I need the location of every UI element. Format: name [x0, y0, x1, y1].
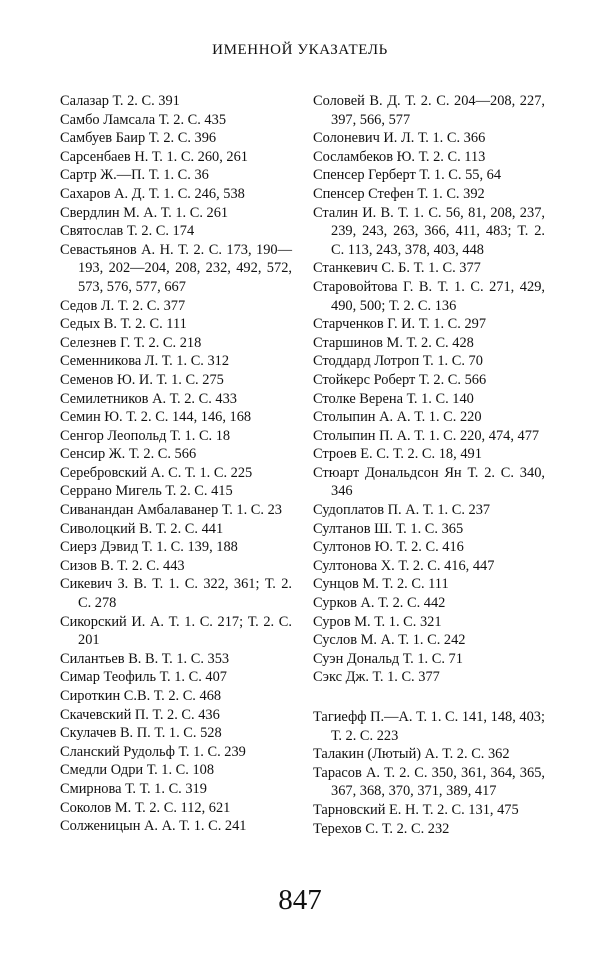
index-entry: Селезнев Г. Т. 2. С. 218: [60, 334, 202, 351]
index-entry: Смирнова Т. Т. 1. С. 319: [60, 780, 207, 797]
index-entry: Сироткин С.В. Т. 2. С. 468: [60, 688, 222, 704]
index-entry: Серебровский А. С. Т. 1. С. 225: [60, 464, 253, 481]
index-entry: Сланский Рудольф Т. 1. С. 239: [60, 743, 246, 760]
index-entry: Скачевский П. Т. 2. С. 436: [60, 706, 220, 723]
index-entry: Старченков Г. И. Т. 1. С. 297: [313, 316, 487, 333]
page-number: 847: [278, 884, 322, 916]
index-entry: Сахаров А. Д. Т. 1. С. 246, 538: [60, 185, 245, 202]
index-entry: Стюарт Дональдсон Ян Т. 2. С. 340, 346: [313, 464, 545, 500]
index-entry: Соколов М. Т. 2. С. 112, 621: [60, 799, 231, 816]
index-entry: Самбуев Баир Т. 2. С. 396: [60, 130, 217, 147]
index-entry: Смедли Одри Т. 1. С. 108: [60, 762, 215, 779]
index-entry: Султонов Ю. Т. 2. С. 416: [313, 539, 464, 556]
index-entry: Семилетников А. Т. 2. С. 433: [60, 390, 237, 407]
index-entry: Сизов В. Т. 2. С. 443: [60, 557, 185, 574]
index-entry: Сенсир Ж. Т. 2. С. 566: [60, 446, 197, 463]
index-entry: Севастьянов А. Н. Т. 2. С. 173, 190—193, 202—204, 208, 232, 492, 572, 573, 576, 577, 667: [60, 241, 292, 295]
index-entry: Спенсер Герберт Т. 1. С. 55, 64: [313, 167, 502, 184]
index-entry: Солженицын А. А. Т. 1. С. 241: [60, 818, 247, 835]
index-entry: Семенникова Л. Т. 1. С. 312: [60, 353, 230, 370]
index-entry: Симар Теофиль Т. 1. С. 407: [60, 669, 227, 686]
index-entry: Сиванандан Амбалаванер Т. 1. С. 23: [60, 502, 282, 519]
running-head: ИМЕННОЙ УКАЗАТЕЛЬ: [212, 42, 388, 58]
index-entry: Сенгор Леопольд Т. 1. С. 18: [60, 427, 231, 444]
index-entry: Тарновский Е. Н. Т. 2. С. 131, 475: [313, 801, 519, 818]
index-column-right: [313, 92, 545, 838]
index-entry: Сэкс Дж. Т. 1. С. 377: [313, 669, 440, 686]
index-entry: Святослав Т. 2. С. 174: [60, 223, 195, 240]
index-entry: Суслов М. А. Т. 1. С. 242: [313, 632, 466, 649]
index-entry: Серрано Мигель Т. 2. С. 415: [60, 483, 233, 500]
index-entry: Соловей В. Д. Т. 2. С. 204—208, 227, 397, 566, 577: [313, 93, 545, 128]
index-entry: Суэн Дональд Т. 1. С. 71: [313, 650, 463, 667]
index-entry: Сикорский И. А. Т. 1. С. 217; Т. 2. С. 201: [60, 613, 292, 649]
index-entry: Столыпин П. А. Т. 1. С. 220, 474, 477: [313, 427, 540, 444]
index-entry: Сурков А. Т. 2. С. 442: [313, 595, 446, 612]
index-entry: Стоддард Лотроп Т. 1. С. 70: [313, 353, 483, 370]
index-entry: Сиволоцкий В. Т. 2. С. 441: [60, 520, 224, 537]
index-entry: Столыпин А. А. Т. 1. С. 220: [313, 409, 482, 426]
index-entry: Сосламбеков Ю. Т. 2. С. 113: [313, 148, 486, 165]
index-entry: Тарасов А. Т. 2. С. 350, 361, 364, 365, 367, 368, 370, 371, 389, 417: [313, 764, 545, 800]
index-entry: Судоплатов П. А. Т. 1. С. 237: [313, 502, 491, 519]
index-entry: Седов Л. Т. 2. С. 377: [60, 297, 186, 314]
index-entry: Строев Е. С. Т. 2. С. 18, 491: [313, 446, 482, 463]
index-entry: Сарсенбаев Н. Т. 1. С. 260, 261: [60, 148, 249, 165]
index-entry: Скулачев В. П. Т. 1. С. 528: [60, 725, 222, 742]
index-entry: Старшинов М. Т. 2. С. 428: [313, 334, 474, 351]
index-entry: Столке Верена Т. 1. С. 140: [313, 390, 474, 407]
index-entry: Семенов Ю. И. Т. 1. С. 275: [60, 371, 224, 388]
index-entry: Станкевич С. Б. Т. 1. С. 377: [313, 260, 481, 277]
index-entry: Суров М. Т. 1. С. 321: [313, 613, 442, 630]
index-entry: Спенсер Стефен Т. 1. С. 392: [313, 185, 485, 202]
index-entry: Талакин (Лютый) А. Т. 2. С. 362: [313, 746, 510, 763]
index-column-left: [60, 92, 292, 836]
index-entry: Старовойтова Г. В. Т. 1. С. 271, 429, 490, 500; Т. 2. С. 136: [313, 278, 545, 314]
index-entry: Самбо Ламсала Т. 2. С. 435: [60, 111, 227, 128]
index-entry: Сикевич З. В. Т. 1. С. 322, 361; Т. 2. С. 278: [60, 576, 292, 612]
index-entry: Терехов С. Т. 2. С. 232: [313, 820, 450, 837]
index-entry: Сиерз Дэвид Т. 1. С. 139, 188: [60, 539, 238, 556]
index-entry: Сунцов М. Т. 2. С. 111: [313, 576, 449, 593]
index-entry: Сталин И. В. Т. 1. С. 56, 81, 208, 237, 239, 243, 263, 366, 411, 483; Т. 2. С. 113, 243, 378, 403, 448: [313, 204, 545, 258]
index-entry: Семин Ю. Т. 2. С. 144, 146, 168: [60, 409, 252, 426]
index-entry: Силантьев В. В. Т. 1. С. 353: [60, 650, 230, 667]
index-entry: Султанов Ш. Т. 1. С. 365: [313, 520, 464, 537]
index-entry: Салазар Т. 2. С. 391: [60, 93, 180, 109]
index-entry: Сартр Ж.—П. Т. 1. С. 36: [60, 167, 209, 184]
index-entry: Седых В. Т. 2. С. 111: [60, 316, 187, 333]
index-entry: Свердлин М. А. Т. 1. С. 261: [60, 204, 229, 221]
index-entry: Стойкерс Роберт Т. 2. С. 566: [313, 371, 487, 388]
index-entry: Султонова Х. Т. 2. С. 416, 447: [313, 557, 495, 574]
index-entry: Тагиефф П.—А. Т. 1. С. 141, 148, 403; Т. 2. С. 223: [313, 709, 545, 744]
index-entry: Солоневич И. Л. Т. 1. С. 366: [313, 130, 486, 147]
